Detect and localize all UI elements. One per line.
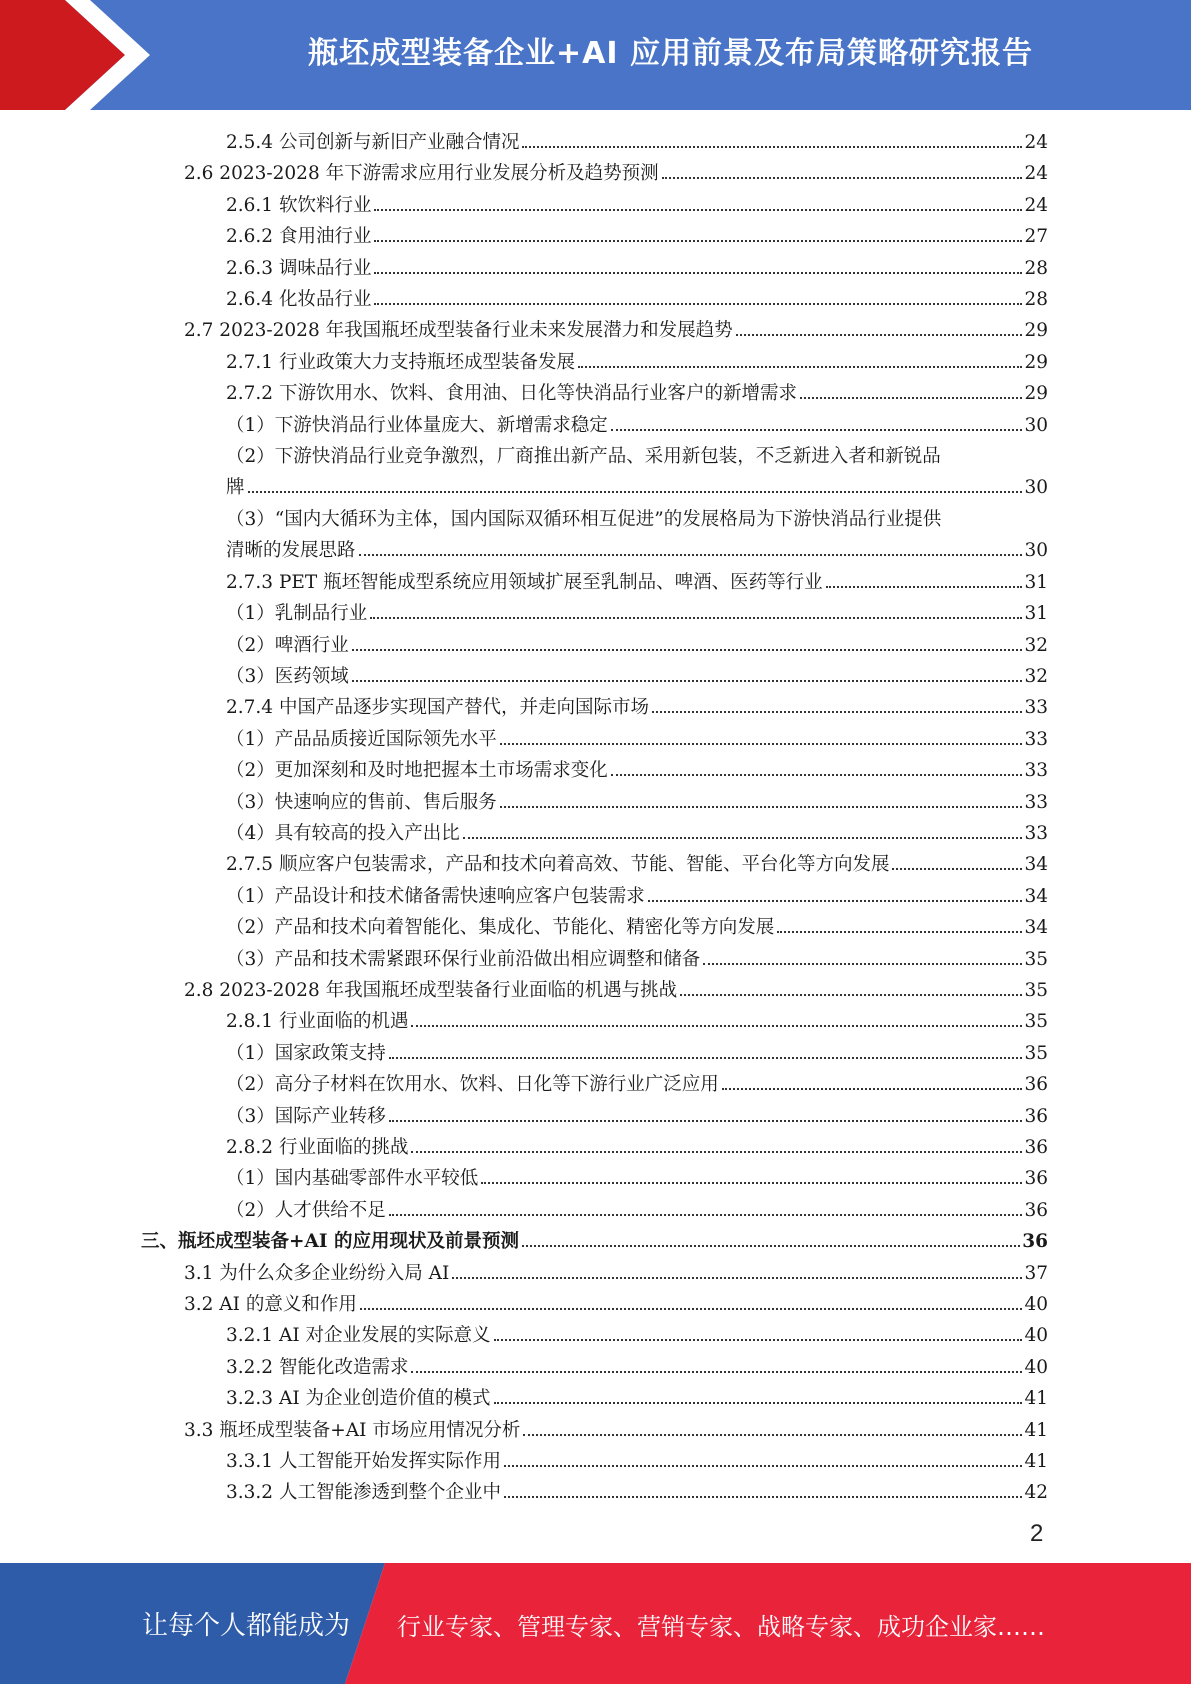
toc-entry-text: （2）下游快消品行业竞争激烈，厂商推出新产品、采用新包装，不乏新进入者和新锐品 [226, 446, 941, 468]
dot-leader [452, 1277, 1022, 1279]
toc-entry[interactable] [226, 598, 1048, 629]
toc-entry[interactable] [226, 1383, 1048, 1414]
toc-page-number: 35 [1024, 1042, 1048, 1064]
toc-page-number: 41 [1024, 1451, 1048, 1473]
toc-page-number: 41 [1024, 1388, 1048, 1410]
toc-entry-text: 2.6.1 软饮料行业 [226, 194, 372, 216]
dot-leader [523, 1434, 1022, 1436]
dot-leader [494, 1339, 1023, 1341]
toc-page-number: 28 [1024, 257, 1048, 279]
toc-entry-text: 3.2.1 AI 对企业发展的实际意义 [226, 1325, 491, 1347]
toc-entry[interactable] [226, 1006, 1048, 1037]
footer-slogan-right: 行业专家、管理专家、营销专家、战略专家、成功企业家…… [397, 1613, 1045, 1641]
toc-entry[interactable] [226, 661, 1048, 692]
toc-entry[interactable] [184, 315, 1048, 346]
toc-entry-text: 2.7.2 下游饮用水、饮料、食用油、日化等快消品行业客户的新增需求 [226, 383, 797, 405]
dot-leader [463, 837, 1023, 839]
dot-leader [611, 429, 1023, 431]
toc-entry[interactable] [226, 881, 1048, 912]
toc-entry-text: 3.2.2 智能化改造需求 [226, 1356, 409, 1378]
toc-entry[interactable] [226, 912, 1048, 943]
dot-leader [777, 931, 1022, 933]
dot-leader [411, 1371, 1022, 1373]
toc-entry-text: （3）快速响应的售前、售后服务 [226, 791, 497, 813]
toc-page-number: 32 [1024, 665, 1048, 687]
toc-page-number: 31 [1024, 571, 1048, 593]
toc-page-number: 40 [1024, 1356, 1048, 1378]
toc-entry[interactable] [226, 127, 1048, 158]
toc-entry-text: 3.1 为什么众多企业纷纷入局 AI [184, 1262, 450, 1284]
dot-leader [522, 1245, 1020, 1247]
toc-entry-text: 2.7 2023-2028 年我国瓶坯成型装备行业未来发展潜力和发展趋势 [184, 320, 733, 342]
toc-entry-text: 3.2 AI 的意义和作用 [184, 1294, 357, 1316]
toc-entry[interactable] [226, 1352, 1048, 1383]
dot-leader [370, 617, 1022, 619]
toc-page-number: 32 [1024, 634, 1048, 656]
toc-entry-text: （2）更加深刻和及时地把握本土市场需求变化 [226, 760, 608, 782]
toc-page-number: 27 [1024, 226, 1048, 248]
dot-leader [703, 963, 1022, 965]
toc-entry[interactable] [226, 849, 1048, 880]
dot-leader [648, 900, 1023, 902]
page-number: 2 [1030, 1520, 1044, 1547]
toc-entry-text: （3）“国内大循环为主体，国内国际双循环相互促进”的发展格局为下游快消品行业提供 [226, 508, 942, 530]
dot-leader [500, 806, 1023, 808]
dot-leader [374, 303, 1022, 305]
toc-page-number: 24 [1024, 194, 1048, 216]
toc-page-number: 35 [1024, 948, 1048, 970]
toc-entry-text: 2.8 2023-2028 年我国瓶坯成型装备行业面临的机遇与挑战 [184, 979, 678, 1001]
toc-entry[interactable] [226, 1446, 1048, 1477]
toc-entry-text: 2.7.1 行业政策大力支持瓶坯成型装备发展 [226, 351, 575, 373]
toc-page-number: 24 [1024, 163, 1048, 185]
dot-leader [652, 711, 1022, 713]
toc-entry[interactable] [226, 692, 1048, 723]
toc-entry-text: （1）产品品质接近国际领先水平 [226, 728, 497, 750]
toc-entry-text: 3.2.3 AI 为企业创造价值的模式 [226, 1388, 491, 1410]
dot-leader [389, 1057, 1023, 1059]
toc-entry-text: （1）产品设计和技术储备需快速响应客户包装需求 [226, 885, 645, 907]
toc-page-number: 33 [1024, 697, 1048, 719]
toc-entry-text: 2.7.3 PET 瓶坯智能成型系统应用领域扩展至乳制品、啤酒、医药等行业 [226, 571, 823, 593]
toc-page-number: 42 [1024, 1482, 1048, 1504]
toc-entry-text: （3）医药领域 [226, 665, 349, 687]
toc-page-number: 34 [1024, 854, 1048, 876]
toc-entry[interactable] [226, 284, 1048, 315]
dot-leader [826, 586, 1023, 588]
toc-entry-text: 2.5.4 公司创新与新旧产业融合情况 [226, 132, 520, 153]
toc-entry[interactable] [226, 787, 1048, 818]
toc-page-number: 36 [1024, 1105, 1048, 1127]
toc-entry-text: 3.3.1 人工智能开始发挥实际作用 [226, 1451, 501, 1473]
toc-page-number: 36 [1022, 1231, 1048, 1253]
toc-entry[interactable] [226, 378, 1048, 409]
toc-entry[interactable] [226, 818, 1048, 849]
toc-page-number: 41 [1024, 1419, 1048, 1441]
page-header [0, 0, 1191, 110]
toc-entry-text: 2.6.3 调味品行业 [226, 257, 372, 279]
toc-page-number: 29 [1024, 351, 1048, 373]
toc-page-number: 30 [1024, 477, 1048, 499]
toc-entry[interactable] [184, 975, 1048, 1006]
toc-entry[interactable] [226, 1477, 1048, 1508]
dot-leader [411, 1025, 1022, 1027]
toc-page-number: 37 [1024, 1262, 1048, 1284]
toc-entry-text: 三、瓶坯成型装备+AI 的应用现状及前景预测 [141, 1231, 519, 1253]
toc-page-number: 35 [1024, 1011, 1048, 1033]
toc-entry[interactable] [226, 724, 1048, 755]
dot-leader [611, 774, 1023, 776]
toc-entry[interactable] [226, 441, 1048, 504]
toc-entry-text: 2.7.4 中国产品逐步实现国产替代，并走向国际市场 [226, 697, 649, 719]
toc-entry-text-continued: 清晰的发展思路 [226, 540, 356, 562]
dot-leader [800, 397, 1022, 399]
toc-entry-text: 2.6.2 食用油行业 [226, 226, 372, 248]
report-title: 瓶坯成型装备企业+AI 应用前景及布局策略研究报告 [308, 36, 1033, 71]
toc-entry-text: （4）具有较高的投入产出比 [226, 822, 460, 844]
toc-entry[interactable] [226, 630, 1048, 661]
toc-entry-text: （1）国家政策支持 [226, 1042, 386, 1064]
dot-leader [389, 1214, 1023, 1216]
toc-page-number: 36 [1024, 1168, 1048, 1190]
toc-entry-text: 3.3.2 人工智能渗透到整个企业中 [226, 1482, 501, 1504]
toc-entry-text: 2.8.1 行业面临的机遇 [226, 1011, 409, 1033]
dot-leader [892, 868, 1022, 870]
toc-page-number: 31 [1024, 603, 1048, 625]
toc-page-number: 34 [1024, 885, 1048, 907]
dot-leader [494, 1402, 1023, 1404]
toc-entry-text: 2.6 2023-2028 年下游需求应用行业发展分析及趋势预测 [184, 163, 659, 185]
toc-page-number: 36 [1024, 1074, 1048, 1096]
toc-page-number: 36 [1024, 1199, 1048, 1221]
toc-entry[interactable] [226, 190, 1048, 221]
dot-leader [481, 1182, 1022, 1184]
dot-leader [578, 366, 1022, 368]
toc-entry-text: 2.7.5 顺应客户包装需求，产品和技术向着高效、节能、智能、平台化等方向发展 [226, 854, 890, 876]
toc-entry-text: 2.6.4 化妆品行业 [226, 289, 372, 311]
toc-page-number: 29 [1024, 383, 1048, 405]
dot-leader [359, 554, 1023, 556]
toc-entry[interactable] [226, 221, 1048, 252]
toc-page-number: 24 [1024, 132, 1048, 153]
dot-leader [360, 1308, 1023, 1310]
toc-entry[interactable] [184, 1258, 1048, 1289]
toc-entry[interactable] [226, 1163, 1048, 1194]
dot-leader [352, 680, 1023, 682]
toc-page-number: 40 [1024, 1325, 1048, 1347]
toc-page-number: 30 [1024, 414, 1048, 436]
table-of-contents [0, 127, 1191, 1509]
toc-entry[interactable] [226, 1101, 1048, 1132]
toc-page-number: 28 [1024, 289, 1048, 311]
dot-leader [500, 743, 1023, 745]
toc-entry[interactable] [226, 755, 1048, 786]
toc-page-number: 40 [1024, 1294, 1048, 1316]
dot-leader [389, 1120, 1023, 1122]
toc-entry-text: （3）产品和技术需紧跟环保行业前沿做出相应调整和储备 [226, 948, 701, 970]
toc-page-number: 30 [1024, 540, 1048, 562]
toc-entry-text: 2.8.2 行业面临的挑战 [226, 1137, 409, 1158]
toc-page-number: 33 [1024, 728, 1048, 750]
toc-entry-text: （2）人才供给不足 [226, 1199, 386, 1221]
toc-entry[interactable] [226, 944, 1048, 975]
dot-leader [411, 1151, 1022, 1153]
dot-leader [374, 209, 1022, 211]
toc-entry[interactable] [184, 158, 1048, 189]
footer-slogan-left: 让每个人都能成为 [142, 1611, 351, 1641]
toc-entry[interactable] [226, 347, 1048, 378]
toc-page-number: 33 [1024, 760, 1048, 782]
dot-leader [374, 272, 1022, 274]
toc-entry-text: （2）高分子材料在饮用水、饮料、日化等下游行业广泛应用 [226, 1074, 719, 1096]
dot-leader [722, 1088, 1023, 1090]
toc-page-number: 33 [1024, 791, 1048, 813]
toc-entry[interactable] [226, 410, 1048, 441]
toc-entry[interactable] [141, 1226, 1048, 1257]
dot-leader [504, 1465, 1022, 1467]
toc-entry-text: （2）产品和技术向着智能化、集成化、节能化、精密化等方向发展 [226, 917, 775, 939]
dot-leader [736, 334, 1023, 336]
dot-leader [680, 994, 1022, 996]
dot-leader [352, 649, 1023, 651]
toc-entry[interactable] [226, 1132, 1048, 1163]
dot-leader [248, 491, 1023, 493]
toc-entry[interactable] [226, 1320, 1048, 1351]
toc-entry[interactable] [226, 253, 1048, 284]
toc-entry-text: （1）下游快消品行业体量庞大、新增需求稳定 [226, 414, 608, 436]
toc-entry-text-continued: 牌 [226, 477, 245, 499]
toc-entry[interactable] [226, 1069, 1048, 1100]
toc-entry[interactable] [184, 1289, 1048, 1320]
dot-leader [662, 177, 1023, 179]
toc-entry[interactable] [226, 1038, 1048, 1069]
toc-page-number: 34 [1024, 917, 1048, 939]
dot-leader [522, 146, 1022, 148]
toc-entry[interactable] [226, 567, 1048, 598]
toc-entry[interactable] [226, 504, 1048, 567]
toc-entry-text: （1）国内基础零部件水平较低 [226, 1168, 479, 1190]
toc-page-number: 35 [1024, 979, 1048, 1001]
toc-entry[interactable] [226, 1195, 1048, 1226]
toc-entry-text: （2）啤酒行业 [226, 634, 349, 656]
page-footer [0, 1563, 1191, 1684]
toc-page-number: 33 [1024, 822, 1048, 844]
toc-entry-text: （3）国际产业转移 [226, 1105, 386, 1127]
dot-leader [504, 1496, 1022, 1498]
dot-leader [374, 240, 1022, 242]
toc-entry[interactable] [184, 1415, 1048, 1446]
toc-entry-text: 3.3 瓶坯成型装备+AI 市场应用情况分析 [184, 1419, 521, 1441]
toc-page-number: 36 [1024, 1137, 1048, 1158]
toc-page-number: 29 [1024, 320, 1048, 342]
toc-entry-text: （1）乳制品行业 [226, 603, 368, 625]
